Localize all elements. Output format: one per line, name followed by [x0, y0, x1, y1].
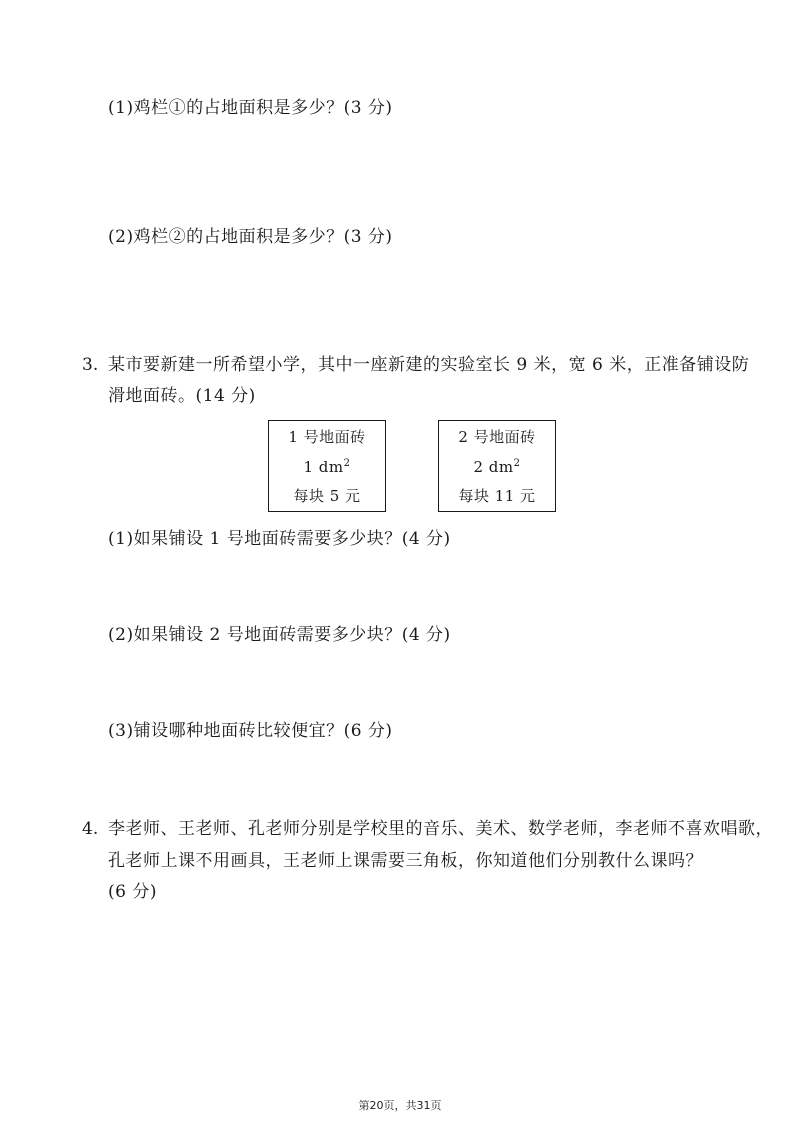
q3-sub1: (1)如果铺设 1 号地面砖需要多少块？(4 分): [108, 529, 451, 549]
tile-1-name: 1 号地面砖: [288, 428, 366, 446]
q4-number: 4.: [82, 819, 99, 839]
tile-2-name: 2 号地面砖: [458, 428, 536, 446]
q4-line2: 孔老师上课不用画具，王老师上课需要三角板，你知道他们分别教什么课吗？: [108, 851, 703, 871]
q2-sub1: (1)鸡栏①的占地面积是多少？(3 分): [108, 98, 393, 118]
q3-stem-line2: 滑地面砖。(14 分): [108, 386, 256, 406]
page-footer: 第20页，共31页: [358, 1099, 442, 1112]
tile-2-size-exp: 2: [513, 458, 521, 469]
tile-card-1: [268, 420, 386, 512]
tile-card-2: [438, 420, 556, 512]
tile-1-size-exp: 2: [343, 458, 351, 469]
tile-2-size-value: 2 dm: [473, 458, 514, 476]
q4-line1: 李老师、王老师、孔老师分别是学校里的音乐、美术、数学老师，李老师不喜欢唱歌，: [108, 819, 773, 839]
tile-2-size: [439, 457, 555, 477]
tile-1-size: [269, 457, 385, 477]
tile-1-size-value: 1 dm: [303, 458, 344, 476]
q4-line3: (6 分): [108, 882, 157, 902]
tile-2-price: 每块 11 元: [458, 487, 536, 505]
q3-sub2: (2)如果铺设 2 号地面砖需要多少块？(4 分): [108, 625, 451, 645]
q2-sub2: (2)鸡栏②的占地面积是多少？(3 分): [108, 227, 393, 247]
q3-number: 3.: [82, 355, 99, 375]
q3-sub3: (3)铺设哪种地面砖比较便宜？(6 分): [108, 721, 393, 741]
q3-stem-line1: 某市要新建一所希望小学，其中一座新建的实验室长 9 米，宽 6 米，正准备铺设防: [108, 355, 750, 375]
tile-1-price: 每块 5 元: [293, 487, 361, 505]
